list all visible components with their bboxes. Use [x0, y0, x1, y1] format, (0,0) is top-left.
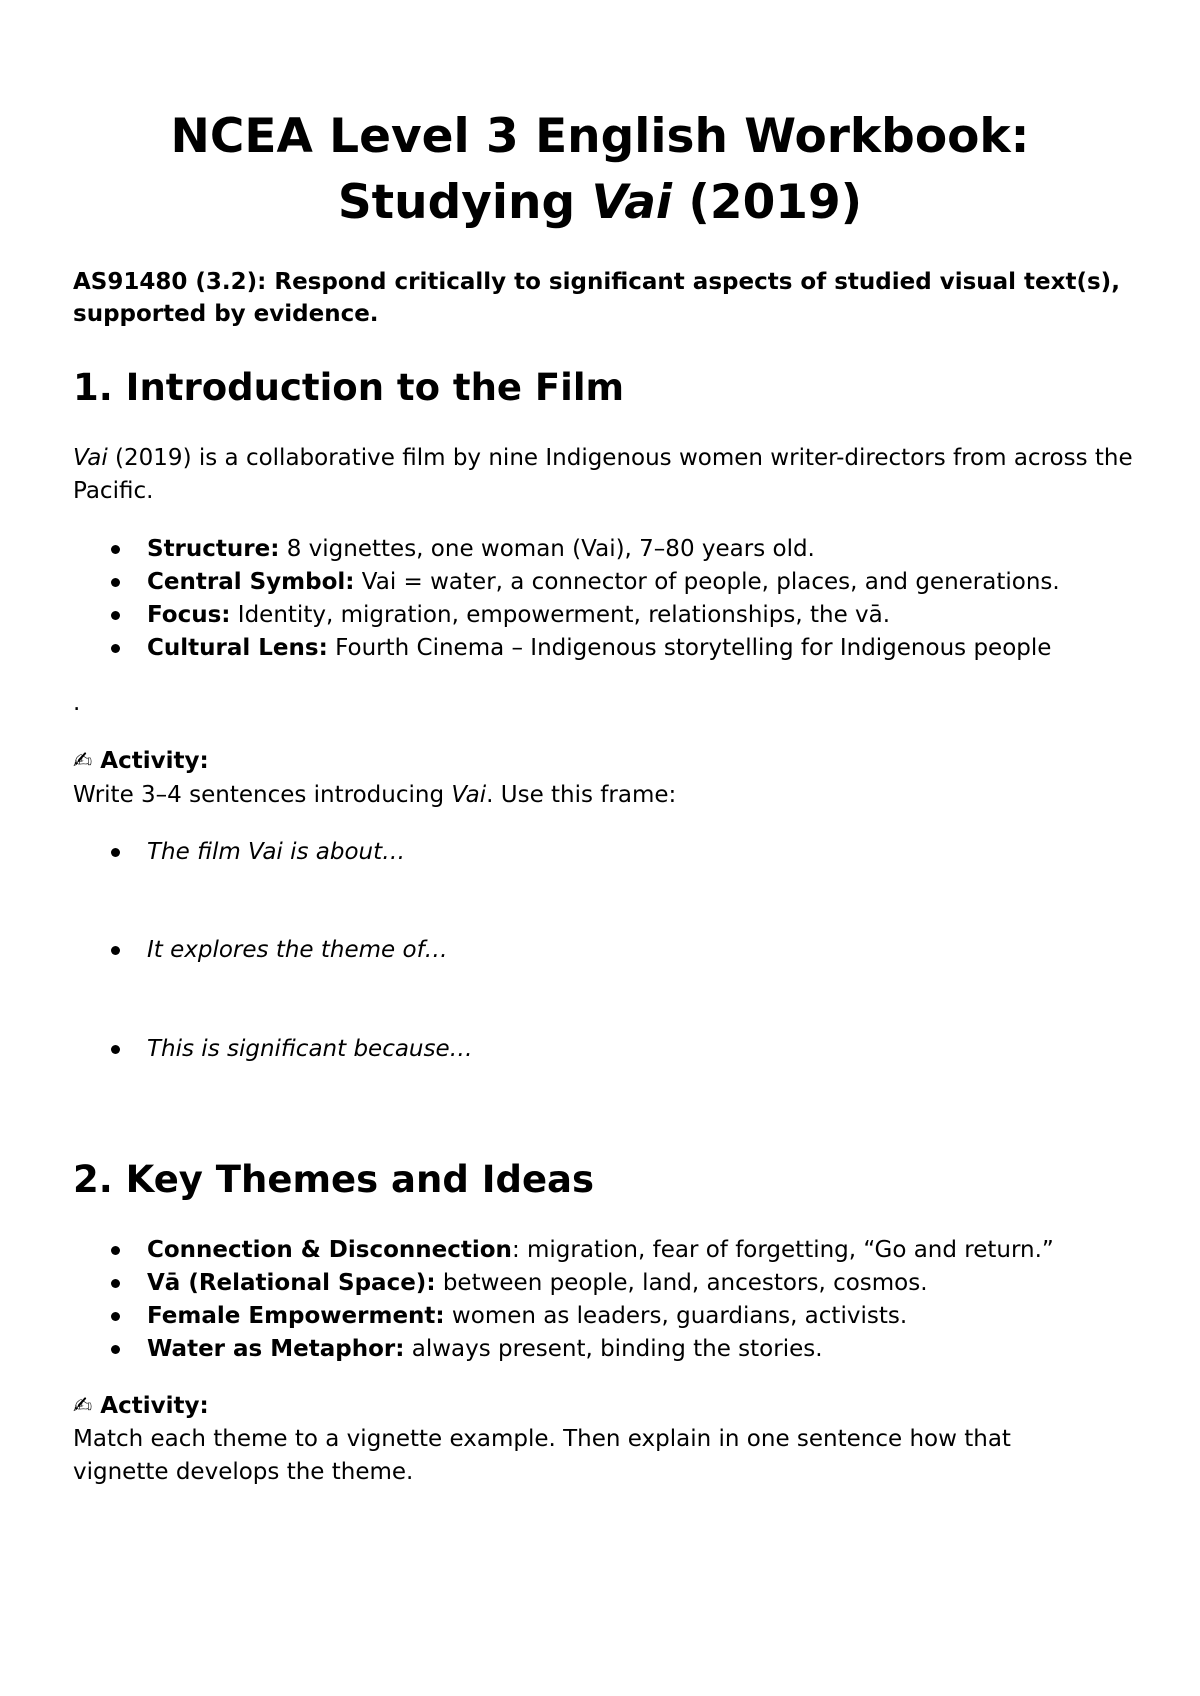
bullet-label: Central Symbol:: [147, 569, 355, 595]
instruction-prefix: Write 3–4 sentences introducing: [73, 782, 452, 808]
section-1-intro: [73, 442, 1133, 508]
bullet-icon: [111, 611, 120, 620]
bullet-text: Fourth Cinema – Indigenous storytelling for Indigenous people: [327, 635, 1052, 661]
stray-period: .: [73, 690, 81, 716]
writing-hand-icon: ✍: [73, 1393, 93, 1419]
sentence-frame: It explores the theme of…: [147, 937, 448, 963]
title-line-2: [0, 170, 1200, 236]
bullet-icon: [111, 1279, 120, 1288]
section-2-heading: 2. Key Themes and Ideas: [73, 1158, 595, 1201]
activity-label-text: Activity:: [100, 748, 209, 774]
bullet-icon: [111, 578, 120, 587]
bullet-icon: [111, 946, 120, 955]
activity-label-text: Activity:: [100, 1393, 209, 1419]
bullet-text: Vai = water, a connector of people, places, and generations.: [354, 569, 1060, 595]
instruction-film-name: Vai: [451, 782, 487, 808]
bullet-text: : migration, fear of forgetting, “Go and return.”: [511, 1237, 1054, 1263]
document-title: [0, 104, 1200, 236]
bullet-text: between people, land, ancestors, cosmos.: [435, 1270, 928, 1296]
list-item: [73, 566, 1153, 599]
bullet-icon: [111, 1246, 120, 1255]
bullet-label: Focus:: [147, 602, 231, 628]
title-prefix: Studying: [337, 175, 592, 230]
sentence-frame: The film Vai is about…: [147, 839, 406, 865]
bullet-text: 8 vignettes, one woman (Vai), 7–80 years old.: [279, 536, 815, 562]
bullet-icon: [111, 1045, 120, 1054]
section-1-activity-instruction: [73, 779, 1133, 812]
section-2-bullets: [73, 1234, 1153, 1366]
list-item: [73, 533, 1153, 566]
intro-text: (2019) is a collaborative film by nine Indigenous women writer-directors from across the Pacific.: [73, 445, 1133, 504]
bullet-icon: [111, 1312, 120, 1321]
list-item: [73, 632, 1153, 665]
bullet-label: Water as Metaphor:: [147, 1336, 405, 1362]
section-1-heading: 1. Introduction to the Film: [73, 366, 625, 409]
bullet-label: Structure:: [147, 536, 280, 562]
bullet-label: Female Empowerment:: [147, 1303, 445, 1329]
bullet-label: Cultural Lens:: [147, 635, 328, 661]
achievement-standard: AS91480 (3.2): Respond critically to significant aspects of studied visual text(s), supported by evidence.: [73, 269, 1120, 327]
list-item: [73, 934, 448, 967]
bullet-icon: [111, 848, 120, 857]
intro-film-name: Vai: [73, 445, 108, 471]
list-item: [73, 1267, 1153, 1300]
list-item: [73, 1033, 473, 1066]
bullet-label: Connection & Disconnection: [147, 1237, 512, 1263]
instruction-suffix: . Use this frame:: [486, 782, 677, 808]
bullet-text: Identity, migration, empowerment, relationships, the vā.: [230, 602, 891, 628]
bullet-label: Vā (Relational Space):: [147, 1270, 436, 1296]
list-item: [73, 599, 1153, 632]
bullet-icon: [111, 1345, 120, 1354]
title-film-name: Vai: [591, 175, 673, 230]
bullet-text: women as leaders, guardians, activists.: [444, 1303, 908, 1329]
sentence-frame: This is significant because…: [147, 1036, 473, 1062]
writing-hand-icon: ✍: [73, 748, 93, 774]
bullet-icon: [111, 545, 120, 554]
title-year: (2019): [672, 175, 863, 230]
section-1-bullets: [73, 533, 1153, 665]
bullet-icon: [111, 644, 120, 653]
section-2-activity-label: [73, 1390, 209, 1422]
list-item: [73, 1300, 1153, 1333]
title-line-1: NCEA Level 3 English Workbook:: [170, 109, 1030, 164]
section-2-activity-instruction: Match each theme to a vignette example. Then explain in one sentence how that vignette develops the theme.: [73, 1426, 1011, 1485]
list-item: [73, 1333, 1153, 1366]
list-item: [73, 836, 405, 869]
bullet-text: always present, binding the stories.: [404, 1336, 823, 1362]
list-item: [73, 1234, 1153, 1267]
section-1-activity-label: [73, 745, 209, 777]
